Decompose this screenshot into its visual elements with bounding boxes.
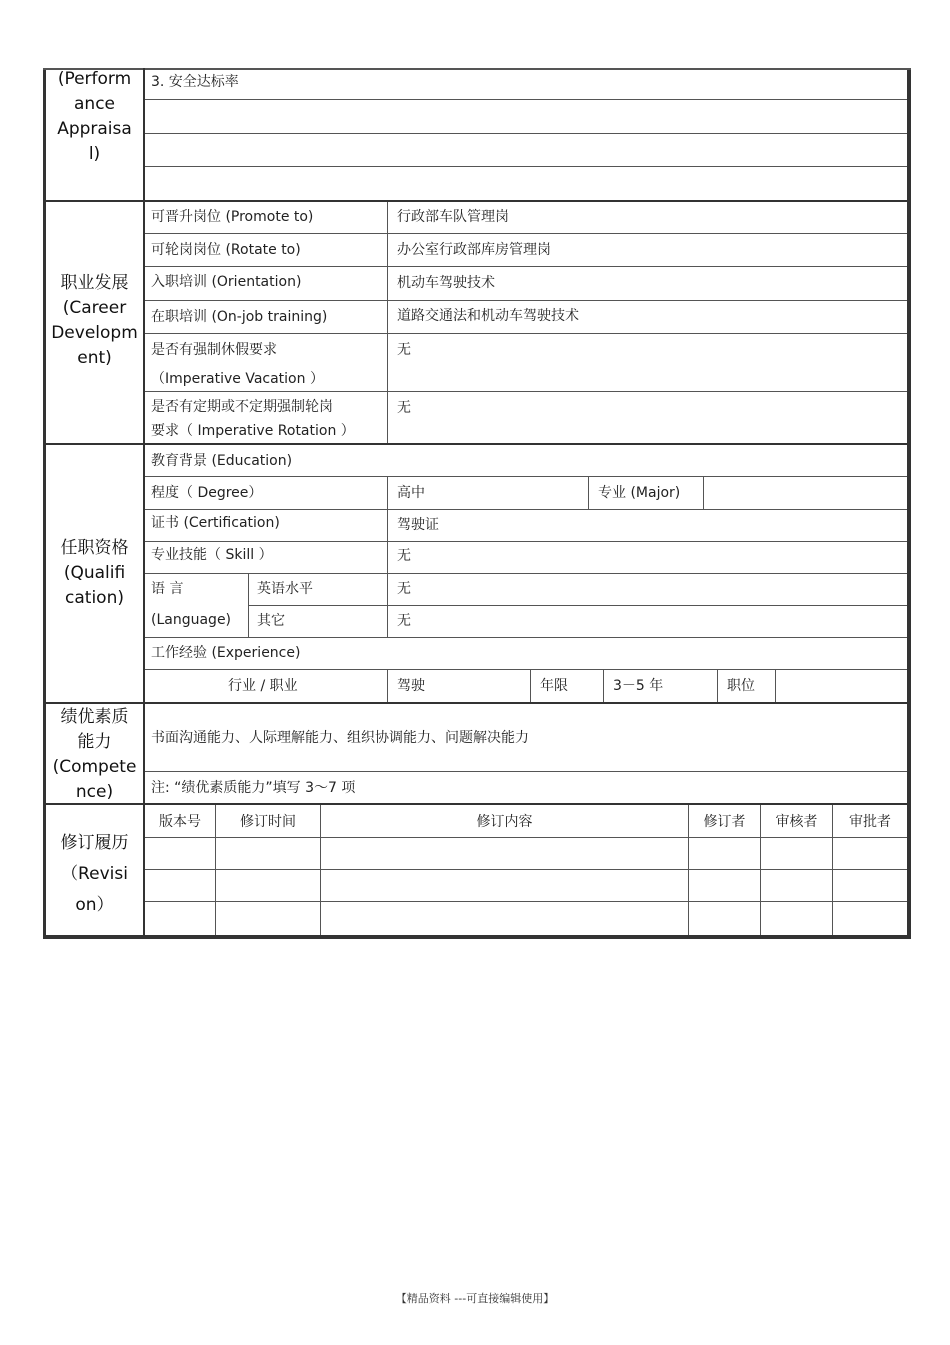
competence-note: 注: “绩优素质能力”填写 3～7 项 bbox=[151, 780, 356, 796]
orientation-value: 机动车驾驶技术 bbox=[397, 275, 495, 291]
qualification-section-label: 任职资格 (Qualifi cation) bbox=[60, 538, 129, 608]
revision-header-version: 版本号 bbox=[159, 814, 201, 830]
degree-label: 程度（ Degree） bbox=[151, 485, 263, 501]
promote-value: 行政部车队管理岗 bbox=[397, 209, 509, 225]
language-label: 语 言 bbox=[151, 581, 184, 597]
industry-value: 驾驶 bbox=[397, 678, 425, 694]
revision-header-date: 修订时间 bbox=[240, 814, 296, 830]
education-label: 教育背景 (Education) bbox=[151, 453, 293, 469]
other-language-value: 无 bbox=[397, 613, 411, 629]
revision-header-approver: 审批者 bbox=[849, 814, 891, 830]
competence-section-label: 绩优素质 能力 (Compete nce) bbox=[52, 707, 137, 802]
other-language-label: 其它 bbox=[257, 613, 285, 629]
performance-section-label: (Perform ance Appraisa l) bbox=[57, 69, 132, 164]
major-label: 专业 (Major) bbox=[598, 485, 681, 501]
english-level-value: 无 bbox=[397, 581, 411, 597]
rotation-value: 无 bbox=[397, 400, 411, 416]
vacation-label-line1: 是否有强制休假要求 bbox=[151, 342, 277, 358]
promote-label: 可晋升岗位 (Promote to) bbox=[151, 209, 314, 225]
years-value: 3－5 年 bbox=[613, 678, 664, 694]
revision-header-reviewer: 审核者 bbox=[775, 814, 818, 830]
job-description-table bbox=[43, 68, 911, 939]
competence-value: 书面沟通能力、人际理解能力、组织协调能力、问题解决能力 bbox=[151, 730, 529, 746]
position-label: 职位 bbox=[727, 678, 755, 694]
page-footer: 【精品资料 ---可直接编辑使用】 bbox=[395, 1292, 555, 1305]
vacation-label-line2: （Imperative Vacation ） bbox=[151, 371, 324, 387]
skill-value: 无 bbox=[397, 548, 411, 564]
revision-header-content: 修订内容 bbox=[476, 814, 533, 830]
rotate-value: 办公室行政部库房管理岗 bbox=[397, 242, 551, 258]
performance-item-3: 3. 安全达标率 bbox=[151, 74, 239, 90]
vacation-value: 无 bbox=[397, 342, 411, 358]
experience-label: 工作经验 (Experience) bbox=[151, 645, 301, 661]
onjob-value: 道路交通法和机动车驾驶技术 bbox=[397, 308, 579, 324]
certification-label: 证书 (Certification) bbox=[151, 515, 280, 531]
rotation-label-line2: 要求（ Imperative Rotation ） bbox=[151, 423, 355, 439]
orientation-label: 入职培训 (Orientation) bbox=[151, 274, 302, 290]
rotate-label: 可轮岗岗位 (Rotate to) bbox=[151, 242, 301, 258]
english-level-label: 英语水平 bbox=[257, 581, 313, 597]
years-label: 年限 bbox=[540, 678, 568, 694]
revision-header-reviser: 修订者 bbox=[703, 814, 746, 830]
career-section-label: 职业发展 (Career Developm ent) bbox=[51, 273, 138, 368]
onjob-label: 在职培训 (On-job training) bbox=[151, 309, 328, 325]
skill-label: 专业技能（ Skill ） bbox=[151, 547, 273, 563]
industry-label: 行业 / 职业 bbox=[228, 678, 298, 694]
rotation-label-line1: 是否有定期或不定期强制轮岗 bbox=[151, 399, 333, 415]
certification-value: 驾驶证 bbox=[397, 517, 439, 533]
degree-value: 高中 bbox=[397, 485, 425, 501]
revision-section-label: 修订履历 （Revisi on） bbox=[60, 833, 129, 915]
language-label-en: (Language) bbox=[151, 612, 232, 628]
